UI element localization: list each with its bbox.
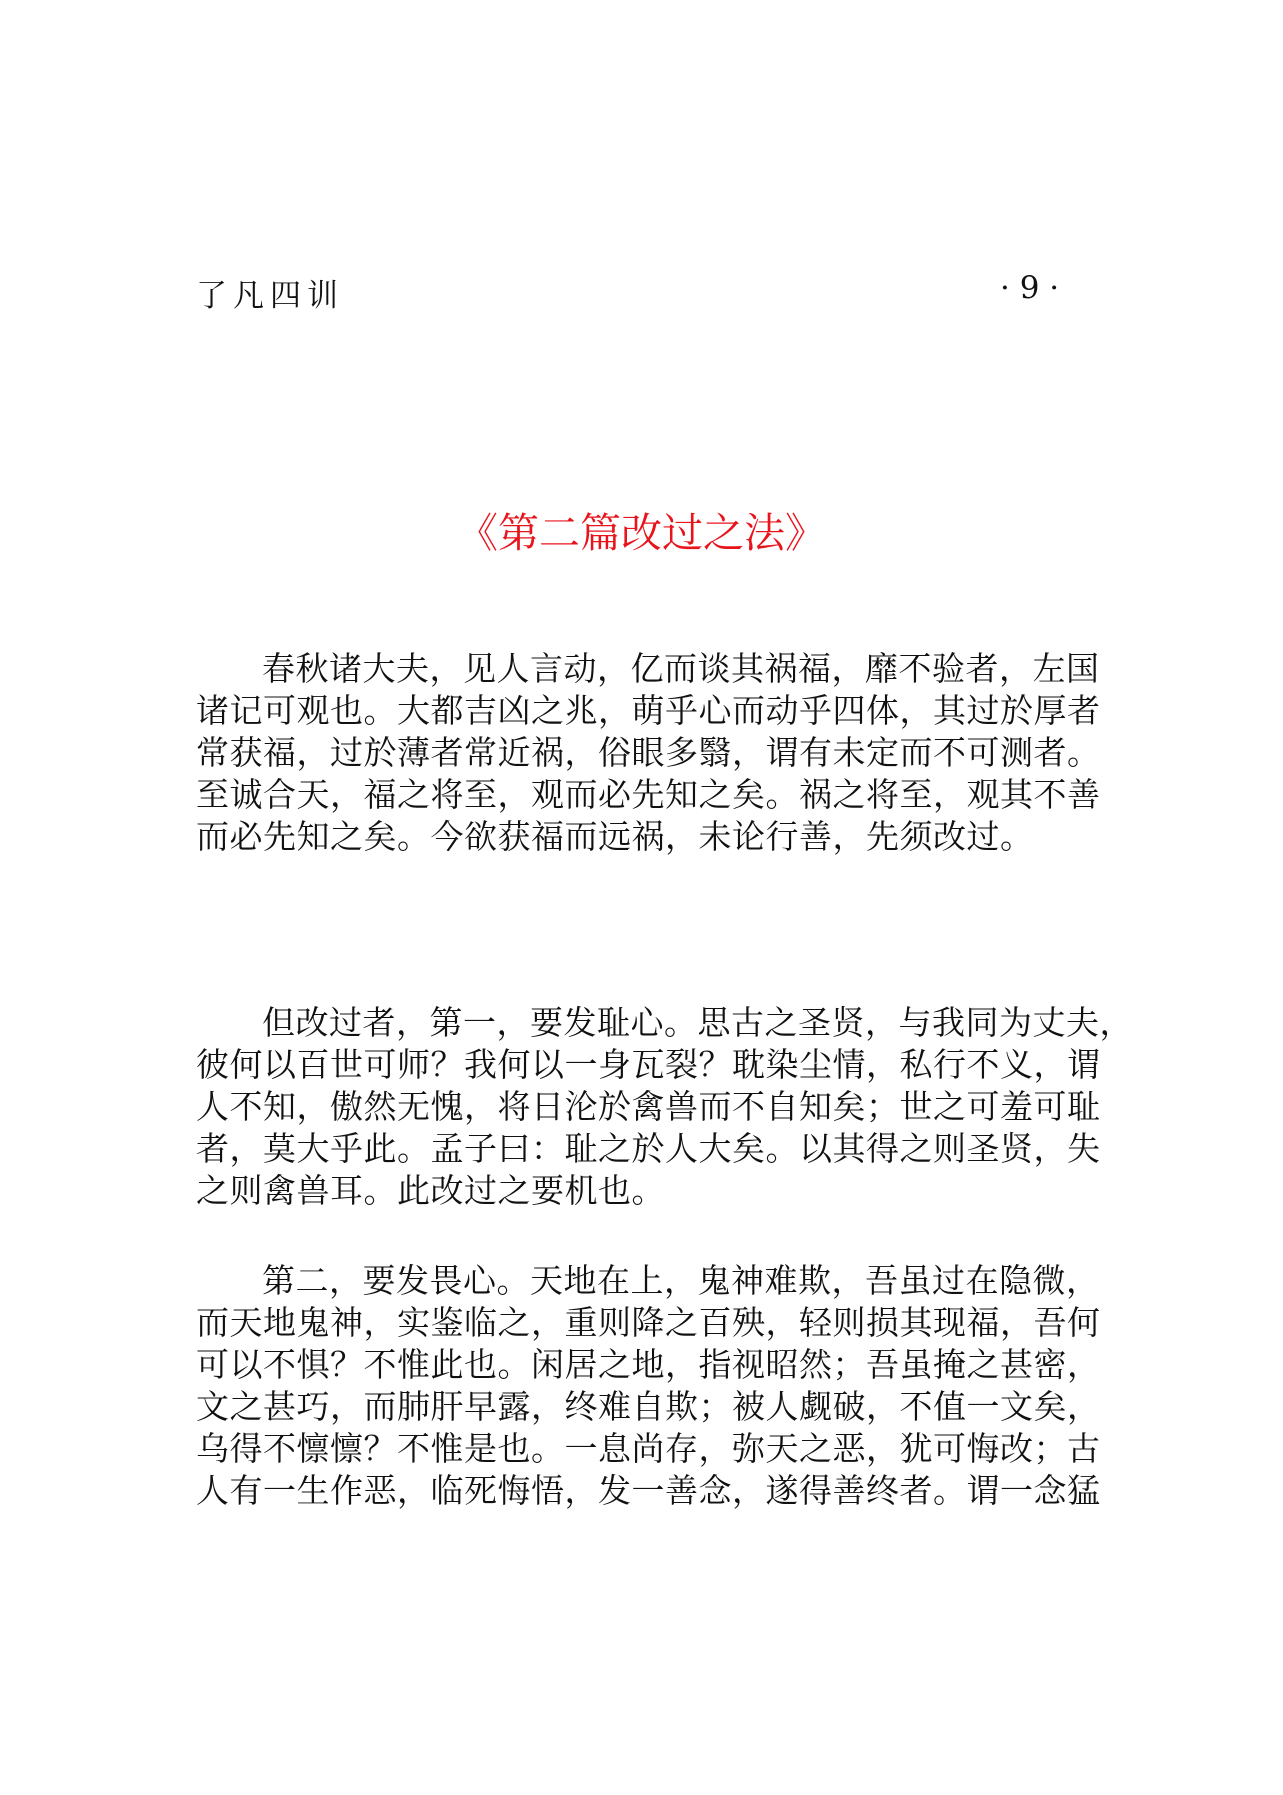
paragraph-line: 人有一生作恶，临死悔悟，发一善念，遂得善终者。谓一念猛 xyxy=(196,1471,1101,1510)
paragraph-2 xyxy=(196,1002,1196,1212)
paragraph-3 xyxy=(196,1260,1196,1512)
paragraph-line: 彼何以百世可师？我何以一身瓦裂？耽染尘情，私行不义，谓 xyxy=(196,1045,1101,1084)
paragraph-line: 而必先知之矣。今欲获福而远祸，未论行善，先须改过。 xyxy=(196,817,1034,856)
paragraph-line: 但改过者，第一，要发耻心。思古之圣贤，与我同为丈夫， xyxy=(262,1003,1133,1042)
paragraph-line: 诸记可观也。大都吉凶之兆，萌乎心而动乎四体，其过於厚者 xyxy=(196,691,1101,730)
paragraph-line: 者，莫大乎此。孟子曰：耻之於人大矣。以其得之则圣贤，失 xyxy=(196,1129,1101,1168)
paragraph-line: 至诚合天，福之将至，观而必先知之矣。祸之将至，观其不善 xyxy=(196,775,1101,814)
paragraph-line: 可以不惧？不惟此也。闲居之地，指视昭然；吾虽掩之甚密， xyxy=(196,1345,1101,1384)
paragraph-line: 而天地鬼神，实鉴临之，重则降之百殃，轻则损其现福，吾何 xyxy=(196,1303,1101,1342)
page-number: · 9 · xyxy=(1000,270,1060,306)
paragraph-1 xyxy=(196,648,1196,858)
paragraph-line: 之则禽兽耳。此改过之要机也。 xyxy=(196,1171,665,1210)
book-title: 了凡四训 xyxy=(196,278,344,314)
paragraph-line: 第二，要发畏心。天地在上，鬼神难欺，吾虽过在隐微， xyxy=(262,1261,1100,1300)
paragraph-line: 常获福，过於薄者常近祸，俗眼多翳，谓有未定而不可测者。 xyxy=(196,733,1101,772)
chapter-title: 《第二篇改过之法》 xyxy=(457,509,826,557)
paragraph-line: 乌得不懔懔？不惟是也。一息尚存，弥天之恶，犹可悔改；古 xyxy=(196,1429,1101,1468)
paragraph-line: 春秋诸大夫，见人言动，亿而谈其祸福，靡不验者，左国 xyxy=(262,649,1100,688)
paragraph-line: 人不知，傲然无愧，将日沦於禽兽而不自知矣；世之可羞可耻 xyxy=(196,1087,1101,1126)
paragraph-line: 文之甚巧，而肺肝早露，终难自欺；被人觑破，不值一文矣， xyxy=(196,1387,1101,1426)
